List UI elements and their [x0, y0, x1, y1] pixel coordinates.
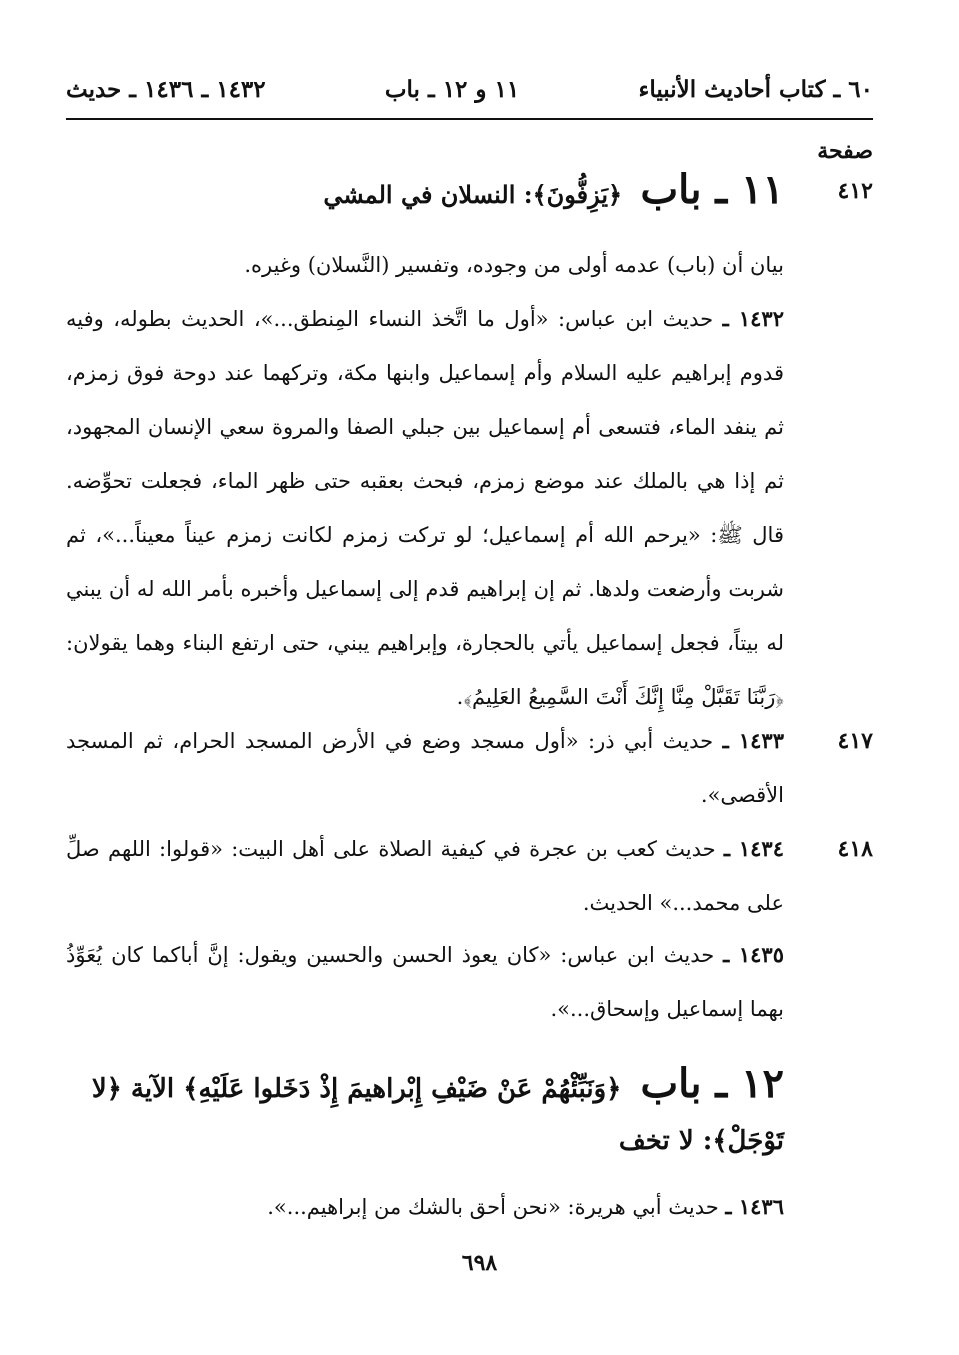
hadith-1433-page-ref: ٤١٧ — [837, 728, 873, 754]
header-chapter: ٦٠ ـ كتاب أحاديث الأنبياء — [638, 75, 873, 103]
bab12-number: ١٢ ـ باب — [640, 1060, 784, 1107]
hadith-1433-number: ١٤٣٣ ـ — [722, 728, 784, 753]
hadith-1436-text: حديث أبي هريرة: «نحن أحق بالشك من إبراهيم...». — [267, 1195, 719, 1219]
page-number: ٦٩٨ — [461, 1250, 498, 1276]
hadith-1432-number: ١٤٣٢ ـ — [722, 306, 784, 331]
bab12-title: ﴿وَنَبِّئْهُمْ عَنْ ضَيْفِ إِبْراهيمَ إِذْ دَخَلوا عَلَيْهِ﴾ الآية ﴿لا تَوْجَلْ﴾: لا تخف — [91, 1074, 784, 1156]
page-column-label: صفحة — [817, 138, 873, 164]
hadith-1434-page-ref: ٤١٨ — [837, 836, 873, 862]
hadith-1435-number: ١٤٣٥ ـ — [723, 942, 784, 967]
hadith-1433-text: حديث أبي ذر: «أول مسجد وضع في الأرض المسجد الحرام، ثم المسجد الأقصى». — [66, 729, 784, 807]
bab11-heading — [323, 166, 784, 213]
hadith-1436 — [66, 1180, 784, 1234]
hadith-1435-text: حديث ابن عباس: «كان يعوذ الحسن والحسين ويقول: إنَّ أباكما كان يُعَوِّذُ بهما إسماعيل وإسحاق...». — [66, 943, 784, 1021]
header-hadith-range: ١٤٣٢ ـ ١٤٣٦ ـ حديث — [66, 75, 266, 103]
bab12-heading — [66, 1058, 784, 1167]
hadith-1434-text: حديث كعب بن عجرة في كيفية الصلاة على أهل البيت: «قولوا: اللهم صلِّ على محمد...» الحديث. — [66, 837, 784, 915]
bab11-page-ref: ٤١٢ — [837, 178, 873, 204]
header-bab: ١١ و ١٢ ـ باب — [384, 75, 520, 103]
hadith-1435 — [66, 928, 784, 1036]
hadith-1432 — [66, 292, 784, 724]
bab11-number: ١١ ـ باب — [640, 166, 784, 213]
bab11-title: ﴿يَزِفُّونَ﴾: النسلان في المشي — [323, 180, 623, 209]
intro-paragraph: بيان أن (باب) عدمه أولى من وجوده، وتفسير (النَّسلان) وغيره. — [244, 253, 784, 277]
hadith-1434 — [66, 822, 784, 930]
hadith-1434-number: ١٤٣٤ ـ — [723, 836, 784, 861]
header-rule — [66, 118, 873, 120]
hadith-1433 — [66, 714, 784, 822]
hadith-1436-number: ١٤٣٦ ـ — [725, 1194, 784, 1219]
running-header — [66, 66, 873, 112]
hadith-1432-text: حديث ابن عباس: «أول ما اتَّخذ النساء المِنطق...»، الحديث بطوله، وفيه قدوم إبراهيم عليه السلام وأم إسماعيل وابنها مكة، وتركهما عند دوحة فوق زمزم، ثم ينفد الماء، فتسعى أم إسماعيل بين جبلي الصفا والمروة سعي الإنسان المجهود، ثم إذا هي بالملك عند موضع زمزم، فبحث بعقبه حتى ظهر الماء، فجعلت تحوِّضه. قال ﷺ: «يرحم الله أم إسماعيل؛ لو تركت زمزم لكانت زمزم عيناً معيناً...»، ثم شربت وأرضعت ولدها. ثم إن إبراهيم قدم إلى إسماعيل وأخبره بأمر الله له أن يبني له بيتاً، فجعل إسماعيل يأتي بالحجارة، وإبراهيم يبني، حتى ارتفع البناء وهما يقولان: ﴿رَبَّنَا تَقَبَّلْ مِنَّا إِنَّكَ أَنْتَ السَّمِيعُ العَلِيمُ﴾. — [66, 307, 784, 709]
